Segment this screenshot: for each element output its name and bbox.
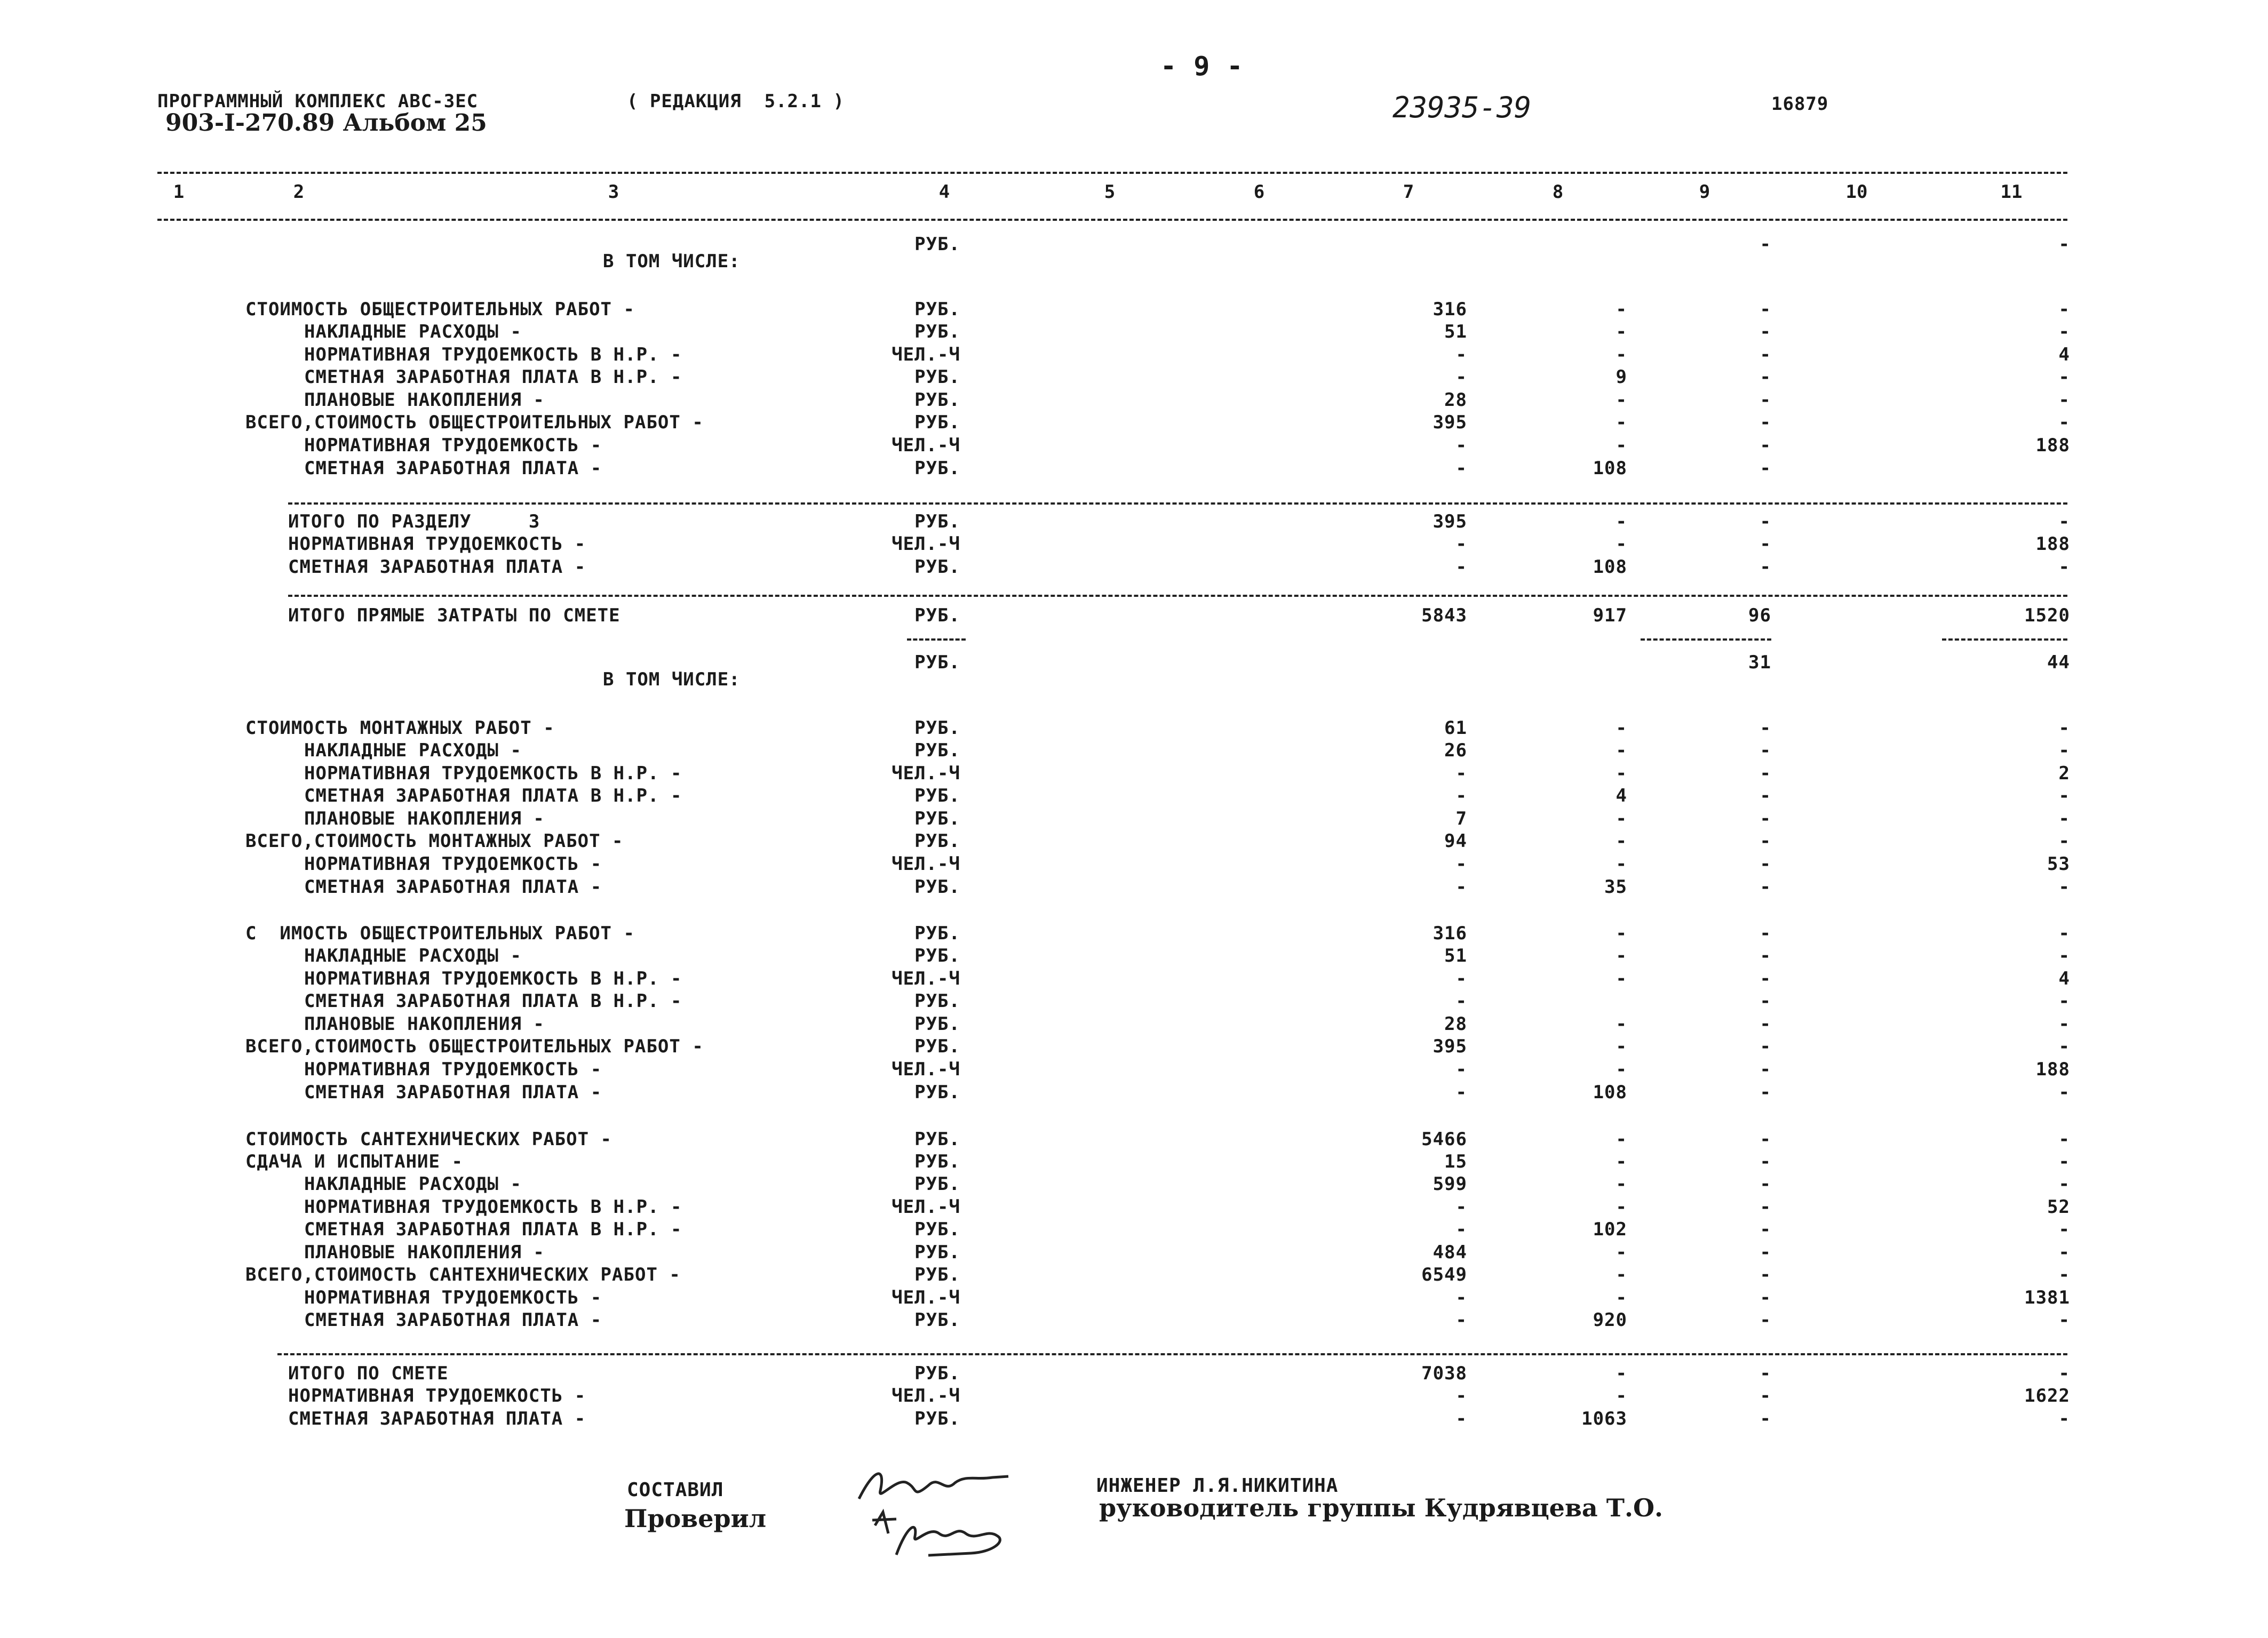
cell-col11: -	[2058, 299, 2070, 320]
cell-col8: -	[1616, 1151, 1627, 1172]
row-label: НОРМАТИВНАЯ ТРУДОЕМКОСТЬ -	[304, 1059, 602, 1080]
row-unit: РУБ.	[914, 808, 960, 829]
cell-col11: 188	[2035, 1059, 2070, 1080]
cell-col8: -	[1616, 511, 1627, 532]
compiled-label: СОСТАВИЛ	[627, 1479, 724, 1501]
cell-col7: 15	[1444, 1151, 1467, 1172]
cell-col7: -	[1455, 785, 1467, 806]
row-unit: РУБ.	[914, 1173, 960, 1195]
cell-col8: -	[1616, 1385, 1627, 1407]
row-unit: РУБ.	[914, 1129, 960, 1150]
row-unit: ЧЕЛ.-Ч	[892, 435, 960, 456]
row-label: ПЛАНОВЫЕ НАКОПЛЕНИЯ -	[304, 808, 545, 829]
edition: ( РЕДАКЦИЯ 5.2.1 )	[627, 91, 845, 112]
cell-col7: 395	[1433, 511, 1467, 532]
cell-col7: -	[1455, 1309, 1467, 1331]
row-unit: РУБ.	[914, 990, 960, 1012]
row-label: ВСЕГО,СТОИМОСТЬ ОБЩЕСТРОИТЕЛЬНЫХ РАБОТ -	[245, 1036, 704, 1057]
cell-col7: 5843	[1421, 605, 1467, 626]
cell-col9: -	[1760, 968, 1771, 989]
cell-col8: -	[1616, 389, 1627, 411]
cell-col7: -	[1455, 1385, 1467, 1407]
row-label: ВСЕГО,СТОИМОСТЬ САНТЕХНИЧЕСКИХ РАБОТ -	[245, 1264, 681, 1285]
cell-col11: -	[2058, 321, 2070, 342]
row-label: НОРМАТИВНАЯ ТРУДОЕМКОСТЬ В Н.Р. -	[304, 1196, 682, 1218]
row-unit: ЧЕЛ.-Ч	[892, 1287, 960, 1308]
checked-label: Проверил	[624, 1504, 767, 1533]
cell-col8: -	[1616, 717, 1627, 739]
cell-col8: -	[1616, 808, 1627, 829]
header-rule-bottom	[157, 219, 2067, 221]
row-unit: ЧЕЛ.-Ч	[892, 968, 960, 989]
row-label: С ИМОСТЬ ОБЩЕСТРОИТЕЛЬНЫХ РАБОТ -	[245, 923, 635, 944]
row-unit: РУБ.	[914, 458, 960, 479]
row-label: НОРМАТИВНАЯ ТРУДОЕМКОСТЬ В Н.Р. -	[304, 968, 682, 989]
cell-col9: -	[1760, 299, 1771, 320]
cell-col9: -	[1760, 1363, 1771, 1384]
cell-col8: -	[1616, 299, 1627, 320]
cell-col8: -	[1616, 1059, 1627, 1080]
cell-col11: -	[2058, 830, 2070, 852]
cell-col8: -	[1616, 1363, 1627, 1384]
cell-col9: -	[1760, 808, 1771, 829]
row-unit: РУБ.	[914, 321, 960, 342]
row-unit: РУБ.	[914, 717, 960, 739]
row-label: СМЕТНАЯ ЗАРАБОТНАЯ ПЛАТА В Н.Р. -	[304, 990, 682, 1012]
cell-col7: 395	[1433, 1036, 1467, 1057]
cell-col11: -	[2058, 785, 2070, 806]
cell-col11: -	[2058, 366, 2070, 388]
row-label: СМЕТНАЯ ЗАРАБОТНАЯ ПЛАТА -	[304, 1082, 602, 1103]
cell-col8: -	[1616, 923, 1627, 944]
row-label: НОРМАТИВНАЯ ТРУДОЕМКОСТЬ В Н.Р. -	[304, 763, 682, 784]
row-label: НАКЛАДНЫЕ РАСХОДЫ -	[304, 945, 522, 966]
cell-col9: -	[1760, 389, 1771, 411]
row-unit: ЧЕЛ.-Ч	[892, 1385, 960, 1407]
cell-col11: -	[2058, 1408, 2070, 1429]
cell-col7: -	[1455, 763, 1467, 784]
cell-col7: 7038	[1421, 1363, 1467, 1384]
cell-col11: -	[2058, 389, 2070, 411]
column-header-4: 4	[938, 181, 950, 203]
cell-col8: -	[1616, 853, 1627, 875]
row-label: СМЕТНАЯ ЗАРАБОТНАЯ ПЛАТА -	[288, 556, 586, 578]
cell-col7: -	[1455, 1196, 1467, 1218]
cell-col11: -	[2058, 740, 2070, 761]
cell-col7: -	[1455, 990, 1467, 1012]
cell-col7: 94	[1444, 830, 1467, 852]
row-unit: ЧЕЛ.-Ч	[892, 763, 960, 784]
cell-col11: -	[2058, 1151, 2070, 1172]
cell-col9: -	[1760, 1385, 1771, 1407]
cell-col8: -	[1616, 321, 1627, 342]
cell-col8: -	[1616, 740, 1627, 761]
row-unit: РУБ.	[914, 412, 960, 433]
cell-col7: 316	[1433, 923, 1467, 944]
cell-col11: -	[2058, 412, 2070, 433]
column-header-6: 6	[1253, 181, 1265, 203]
column-header-11: 11	[2000, 181, 2023, 203]
row-unit: РУБ.	[914, 785, 960, 806]
cell-col9: -	[1760, 1151, 1771, 1172]
cell-col7: -	[1455, 344, 1467, 365]
row-unit: РУБ.	[914, 389, 960, 411]
cell-col9: -	[1760, 1036, 1771, 1057]
cell-col7: 28	[1444, 1013, 1467, 1035]
row-unit: РУБ.	[914, 511, 960, 532]
cell-col9: -	[1760, 945, 1771, 966]
cell-col7: 6549	[1421, 1264, 1467, 1285]
column-header-5: 5	[1104, 181, 1116, 203]
cell-col9: -	[1760, 366, 1771, 388]
cell-col11: -	[2058, 1036, 2070, 1057]
cell-col11: -	[2058, 1013, 2070, 1035]
row-unit: РУБ.	[914, 1264, 960, 1285]
cell-col11: -	[2058, 1363, 2070, 1384]
row-unit: РУБ.	[914, 876, 960, 898]
cell-col7: 51	[1444, 321, 1467, 342]
section-rule	[1641, 638, 1771, 641]
cell-col11: 4	[2058, 968, 2070, 989]
cell-col7: 51	[1444, 945, 1467, 966]
cell-col7: -	[1455, 556, 1467, 578]
section-rule	[1942, 638, 2067, 641]
row-label: СМЕТНАЯ ЗАРАБОТНАЯ ПЛАТА В Н.Р. -	[304, 785, 682, 806]
cell-col8: -	[1616, 1173, 1627, 1195]
row-label: СДАЧА И ИСПЫТАНИЕ -	[245, 1151, 463, 1172]
section-rule	[288, 502, 2067, 505]
signature-checker	[864, 1504, 1024, 1563]
cell-col7: -	[1455, 366, 1467, 388]
cell-col8: -	[1616, 945, 1627, 966]
cell-col9: -	[1760, 1287, 1771, 1308]
column-header-10: 10	[1845, 181, 1868, 203]
doc-code: 23935-39	[1392, 91, 1532, 124]
cell-col7: -	[1455, 876, 1467, 898]
cell-col8: 35	[1604, 876, 1627, 898]
row-unit: РУБ.	[914, 923, 960, 944]
row-label: СМЕТНАЯ ЗАРАБОТНАЯ ПЛАТА -	[288, 1408, 586, 1429]
row-label: СМЕТНАЯ ЗАРАБОТНАЯ ПЛАТА В Н.Р. -	[304, 1219, 682, 1240]
cell-col11: -	[2058, 1082, 2070, 1103]
cell-col9: -	[1760, 1196, 1771, 1218]
cell-col9: -	[1760, 923, 1771, 944]
section-rule	[907, 638, 966, 641]
checked-by: руководитель группы Кудрявцева Т.О.	[1099, 1493, 1664, 1522]
cell-col9: -	[1760, 1309, 1771, 1331]
cell-col11: -	[2058, 808, 2070, 829]
cell-col9: -	[1760, 1082, 1771, 1103]
cell-col9: -	[1760, 458, 1771, 479]
cell-col9: 31	[1748, 652, 1771, 673]
cell-col8: -	[1616, 1196, 1627, 1218]
row-label: СТОИМОСТЬ САНТЕХНИЧЕСКИХ РАБОТ -	[245, 1129, 612, 1150]
cell-col9: -	[1760, 234, 1771, 255]
cell-col9: -	[1760, 511, 1771, 532]
cell-col7: 316	[1433, 299, 1467, 320]
cell-col8: -	[1616, 1013, 1627, 1035]
cell-col7: -	[1455, 968, 1467, 989]
cell-col11: -	[2058, 511, 2070, 532]
cell-col9: -	[1760, 556, 1771, 578]
row-unit: РУБ.	[914, 1082, 960, 1103]
cell-col11: 188	[2035, 533, 2070, 555]
cell-col9: -	[1760, 830, 1771, 852]
row-unit: РУБ.	[914, 366, 960, 388]
row-label: ПЛАНОВЫЕ НАКОПЛЕНИЯ -	[304, 1013, 545, 1035]
cell-col8: 1063	[1581, 1408, 1627, 1429]
row-label: СМЕТНАЯ ЗАРАБОТНАЯ ПЛАТА -	[304, 876, 602, 898]
row-label: СМЕТНАЯ ЗАРАБОТНАЯ ПЛАТА -	[304, 1309, 602, 1331]
row-label: В ТОМ ЧИСЛЕ:	[603, 251, 741, 272]
column-header-9: 9	[1699, 181, 1710, 203]
cell-col9: -	[1760, 785, 1771, 806]
cell-col7: -	[1455, 533, 1467, 555]
row-unit: РУБ.	[914, 945, 960, 966]
cell-col8: 108	[1593, 458, 1627, 479]
row-unit: РУБ.	[914, 234, 960, 255]
cell-col11: 1622	[2024, 1385, 2070, 1407]
cell-col9: -	[1760, 717, 1771, 739]
row-label: НАКЛАДНЫЕ РАСХОДЫ -	[304, 321, 522, 342]
cell-col8: -	[1616, 412, 1627, 433]
row-unit: РУБ.	[914, 1219, 960, 1240]
cell-col8: -	[1616, 435, 1627, 456]
row-label: ИТОГО ПО СМЕТЕ	[288, 1363, 449, 1384]
cell-col7: 7	[1455, 808, 1467, 829]
cell-col7: -	[1455, 1287, 1467, 1308]
row-label: НАКЛАДНЫЕ РАСХОДЫ -	[304, 1173, 522, 1195]
column-header-2: 2	[293, 181, 305, 203]
row-label: НОРМАТИВНАЯ ТРУДОЕМКОСТЬ -	[288, 533, 586, 555]
cell-col11: 53	[2047, 853, 2070, 875]
page-number: - 9 -	[1160, 51, 1244, 82]
cell-col11: -	[2058, 1264, 2070, 1285]
cell-col9: -	[1760, 1264, 1771, 1285]
cell-col7: 61	[1444, 717, 1467, 739]
cell-col11: -	[2058, 1173, 2070, 1195]
cell-col11: 188	[2035, 435, 2070, 456]
cell-col8: -	[1616, 830, 1627, 852]
signature-compiler	[854, 1461, 1014, 1509]
cell-col8: 108	[1593, 556, 1627, 578]
column-header-1: 1	[173, 181, 185, 203]
cell-col8: 108	[1593, 1082, 1627, 1103]
cell-col9: -	[1760, 1408, 1771, 1429]
cell-col8: -	[1616, 1036, 1627, 1057]
row-label: ВСЕГО,СТОИМОСТЬ ОБЩЕСТРОИТЕЛЬНЫХ РАБОТ -	[245, 412, 704, 433]
cell-col11: 4	[2058, 344, 2070, 365]
row-label: НОРМАТИВНАЯ ТРУДОЕМКОСТЬ В Н.Р. -	[304, 344, 682, 365]
row-label: ИТОГО ПРЯМЫЕ ЗАТРАТЫ ПО СМЕТЕ	[288, 605, 620, 626]
cell-col9: -	[1760, 1173, 1771, 1195]
cell-col7: 599	[1433, 1173, 1467, 1195]
row-unit: ЧЕЛ.-Ч	[892, 1196, 960, 1218]
row-label: СТОИМОСТЬ ОБЩЕСТРОИТЕЛЬНЫХ РАБОТ -	[245, 299, 635, 320]
row-label: НОРМАТИВНАЯ ТРУДОЕМКОСТЬ -	[304, 1287, 602, 1308]
cell-col9: -	[1760, 533, 1771, 555]
cell-col7: -	[1455, 1408, 1467, 1429]
cell-col9: -	[1760, 853, 1771, 875]
row-unit: РУБ.	[914, 605, 960, 626]
cell-col11: -	[2058, 945, 2070, 966]
cell-col8: 920	[1593, 1309, 1627, 1331]
row-unit: РУБ.	[914, 652, 960, 673]
cell-col8: 4	[1616, 785, 1627, 806]
cell-col11: -	[2058, 556, 2070, 578]
row-unit: РУБ.	[914, 556, 960, 578]
cell-col8: -	[1616, 968, 1627, 989]
row-label: ВСЕГО,СТОИМОСТЬ МОНТАЖНЫХ РАБОТ -	[245, 830, 624, 852]
cell-col11: -	[2058, 717, 2070, 739]
column-header-3: 3	[608, 181, 619, 203]
section-rule	[277, 1353, 2067, 1355]
cell-col11: -	[2058, 990, 2070, 1012]
cell-col8: -	[1616, 1129, 1627, 1150]
row-unit: РУБ.	[914, 1408, 960, 1429]
row-unit: РУБ.	[914, 1013, 960, 1035]
compiled-by: ИНЖЕНЕР Л.Я.НИКИТИНА	[1096, 1475, 1339, 1497]
cell-col11: 44	[2047, 652, 2070, 673]
cell-col7: -	[1455, 853, 1467, 875]
cell-col8: -	[1616, 1287, 1627, 1308]
header-rule-top	[157, 172, 2067, 174]
row-label: СТОИМОСТЬ МОНТАЖНЫХ РАБОТ -	[245, 717, 555, 739]
row-label: НАКЛАДНЫЕ РАСХОДЫ -	[304, 740, 522, 761]
row-unit: РУБ.	[914, 1036, 960, 1057]
cell-col7: 28	[1444, 389, 1467, 411]
cell-col11: -	[2058, 1309, 2070, 1331]
cell-col11: 52	[2047, 1196, 2070, 1218]
cell-col8: -	[1616, 344, 1627, 365]
cell-col11: 2	[2058, 763, 2070, 784]
cell-col9: -	[1760, 435, 1771, 456]
cell-col11: -	[2058, 1219, 2070, 1240]
section-rule	[288, 595, 2067, 597]
cell-col9: -	[1760, 876, 1771, 898]
cell-col9: -	[1760, 1242, 1771, 1263]
row-label: СМЕТНАЯ ЗАРАБОТНАЯ ПЛАТА В Н.Р. -	[304, 366, 682, 388]
row-label: ПЛАНОВЫЕ НАКОПЛЕНИЯ -	[304, 1242, 545, 1263]
cell-col8: -	[1616, 1264, 1627, 1285]
cell-col11: -	[2058, 1129, 2070, 1150]
row-label: СМЕТНАЯ ЗАРАБОТНАЯ ПЛАТА -	[304, 458, 602, 479]
doc-number: 16879	[1771, 93, 1829, 115]
row-label: ПЛАНОВЫЕ НАКОПЛЕНИЯ -	[304, 389, 545, 411]
cell-col11: -	[2058, 234, 2070, 255]
program-line: ПРОГРАММНЫЙ КОМПЛЕКС АВС-3ЕС	[157, 91, 479, 112]
row-label: ИТОГО ПО РАЗДЕЛУ 3	[288, 511, 540, 532]
row-label: НОРМАТИВНАЯ ТРУДОЕМКОСТЬ -	[304, 435, 602, 456]
cell-col11: 1381	[2024, 1287, 2070, 1308]
row-unit: РУБ.	[914, 299, 960, 320]
cell-col7: -	[1455, 1082, 1467, 1103]
cell-col8: -	[1616, 1242, 1627, 1263]
row-label: В ТОМ ЧИСЛЕ:	[603, 669, 741, 690]
row-unit: РУБ.	[914, 1363, 960, 1384]
row-unit: ЧЕЛ.-Ч	[892, 853, 960, 875]
cell-col11: 1520	[2024, 605, 2070, 626]
row-unit: РУБ.	[914, 830, 960, 852]
cell-col9: -	[1760, 1059, 1771, 1080]
cell-col11: -	[2058, 1242, 2070, 1263]
row-unit: ЧЕЛ.-Ч	[892, 1059, 960, 1080]
cell-col7: -	[1455, 1059, 1467, 1080]
row-unit: РУБ.	[914, 1151, 960, 1172]
cell-col7: -	[1455, 435, 1467, 456]
cell-col9: -	[1760, 1129, 1771, 1150]
cell-col8: 102	[1593, 1219, 1627, 1240]
cell-col7: 484	[1433, 1242, 1467, 1263]
cell-col8: -	[1616, 533, 1627, 555]
column-header-7: 7	[1403, 181, 1414, 203]
column-header-8: 8	[1552, 181, 1564, 203]
row-unit: РУБ.	[914, 740, 960, 761]
cell-col8: 917	[1593, 605, 1627, 626]
cell-col9: -	[1760, 990, 1771, 1012]
cell-col9: -	[1760, 1219, 1771, 1240]
cell-col7: -	[1455, 1219, 1467, 1240]
cell-col11: -	[2058, 876, 2070, 898]
row-unit: РУБ.	[914, 1242, 960, 1263]
cell-col9: -	[1760, 763, 1771, 784]
cell-col7: -	[1455, 458, 1467, 479]
cell-col8: 9	[1616, 366, 1627, 388]
cell-col9: -	[1760, 412, 1771, 433]
row-unit: РУБ.	[914, 1309, 960, 1331]
cell-col9: -	[1760, 321, 1771, 342]
cell-col9: -	[1760, 740, 1771, 761]
album-title: 903-I-270.89 Альбом 25	[165, 109, 487, 137]
cell-col11: -	[2058, 923, 2070, 944]
cell-col9: -	[1760, 1013, 1771, 1035]
row-label: НОРМАТИВНАЯ ТРУДОЕМКОСТЬ -	[288, 1385, 586, 1407]
cell-col9: 96	[1748, 605, 1771, 626]
cell-col9: -	[1760, 344, 1771, 365]
row-unit: ЧЕЛ.-Ч	[892, 344, 960, 365]
cell-col7: 26	[1444, 740, 1467, 761]
row-unit: ЧЕЛ.-Ч	[892, 533, 960, 555]
cell-col7: 5466	[1421, 1129, 1467, 1150]
cell-col7: 395	[1433, 412, 1467, 433]
row-label: НОРМАТИВНАЯ ТРУДОЕМКОСТЬ -	[304, 853, 602, 875]
cell-col8: -	[1616, 763, 1627, 784]
